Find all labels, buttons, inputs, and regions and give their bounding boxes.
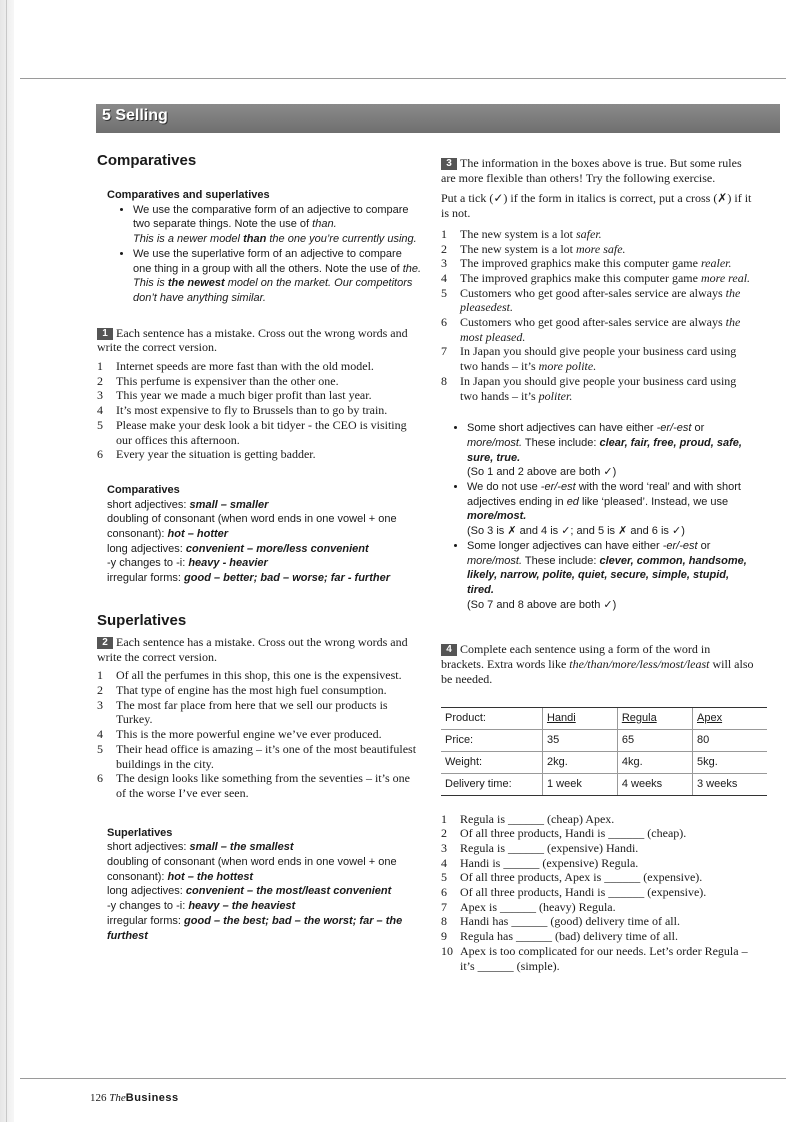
exercise-item: [97, 771, 422, 800]
item-text: It’s most expensive to fly to Brussels than to go by train.: [116, 403, 388, 418]
row-label: Price:: [441, 729, 542, 751]
exercise-instruction: Each sentence has a mistake. Cross out the wrong words and write the correct version.: [97, 634, 408, 664]
item-italic-form: the most pleased.: [460, 315, 741, 344]
item-text: Of all the perfumes in this shop, this one is the expensivest.: [116, 668, 402, 683]
item-italic-form: more polite.: [538, 359, 597, 374]
exercise-list: [441, 227, 756, 403]
item-number: 4: [97, 727, 103, 742]
item-text: Handi has ______ (good) delivery time of all.: [460, 914, 680, 929]
item-text: Of all three products, Apex is ______ (expensive).: [460, 870, 703, 885]
right-column: [441, 156, 756, 973]
item-text: Regula has ______ (bad) delivery time of all.: [460, 929, 678, 944]
table-cell: 2kg.: [542, 751, 617, 773]
table-cell: Handi: [542, 707, 617, 729]
item-number: 1: [441, 811, 447, 826]
exercise-item: [97, 683, 422, 698]
exercise-item: [97, 374, 422, 389]
row-label: Weight:: [441, 751, 542, 773]
item-text: Regula is ______ (cheap) Apex.: [460, 811, 615, 826]
exercise-item: [441, 256, 756, 271]
item-text: The improved graphics make this computer game: [460, 270, 698, 285]
row-label: Delivery time:: [441, 773, 542, 795]
item-number: 7: [441, 899, 447, 914]
item-number: 7: [441, 344, 447, 359]
left-column: [97, 152, 422, 943]
exercise-number-badge: 1: [97, 328, 113, 340]
table-cell: 35: [542, 729, 617, 751]
exercise-list: [97, 668, 422, 800]
rule-item: • Some longer adjectives can have either -er/-est or more/most. These include: clever, common, handsome, likely, narrow, polite, quiet, secure, simple, stupid, tired. (So 7 and 8 above are both ✓): [467, 539, 756, 613]
table-row: [441, 707, 767, 729]
exercise-item: [441, 826, 756, 841]
page-number: 126: [90, 1092, 107, 1104]
item-number: 4: [441, 270, 447, 285]
item-text: The new system is a lot: [460, 241, 573, 256]
item-number: 8: [441, 373, 447, 388]
rule-item: • We use the comparative form of an adjective to compare two separate things. Note the use of than. This is a newer model than the one you’re currently using.: [133, 203, 422, 247]
table-cell: 3 weeks: [693, 773, 768, 795]
exercise-number-badge: 2: [97, 637, 113, 649]
item-text: This is the more powerful engine we’ve ever produced.: [116, 727, 382, 742]
item-number: 2: [441, 826, 447, 841]
table-cell: 4 weeks: [617, 773, 692, 795]
exercise-item: [97, 418, 422, 447]
item-number: 5: [97, 741, 103, 756]
row-label: Product:: [441, 707, 542, 729]
item-number: 6: [441, 315, 447, 330]
item-number: 3: [441, 256, 447, 271]
item-number: 8: [441, 914, 447, 929]
item-text: The most far place from here that we sell our products is Turkey.: [116, 697, 388, 727]
rule-item: • Some short adjectives can have either -er/-est or more/most. These include: clear, fair, free, proud, safe, sure, true. (So 1 and 2 above are both ✓): [467, 421, 756, 480]
table-cell: 1 week: [542, 773, 617, 795]
item-text: Regula is ______ (expensive) Handi.: [460, 840, 639, 855]
item-number: 10: [441, 943, 453, 958]
exercise-item: [441, 344, 756, 373]
item-number: 4: [441, 855, 447, 870]
exercise-item: [441, 841, 756, 856]
exercise-item: [441, 929, 756, 944]
comparatives-heading: Comparatives: [97, 152, 197, 169]
table-row: [441, 751, 767, 773]
item-number: 6: [97, 447, 103, 462]
exercise-item: [441, 374, 756, 403]
item-number: 5: [441, 870, 447, 885]
item-text: Apex is ______ (heavy) Regula.: [460, 899, 616, 914]
exercise-item: [441, 914, 756, 929]
book-spine-shadow: [0, 0, 14, 1122]
table-cell: 5kg.: [693, 751, 768, 773]
exercise-item: [441, 242, 756, 257]
exercise-item: [441, 812, 756, 827]
book-title-business: Business: [125, 1092, 179, 1104]
table-row: [441, 729, 767, 751]
item-text: Of all three products, Handi is ______ (cheap).: [460, 826, 687, 841]
exercise-item: [97, 668, 422, 683]
item-number: 2: [97, 373, 103, 388]
item-text: In Japan you should give people your business card using two hands – it’s: [460, 373, 737, 403]
item-number: 2: [441, 241, 447, 256]
item-text: This year we made a much biger profit than last year.: [116, 388, 372, 403]
superlatives-heading: Superlatives: [97, 611, 187, 629]
item-text: That type of engine has the most high fuel consumption.: [116, 682, 387, 697]
exercise-3: [441, 156, 756, 403]
exercise-item: [97, 403, 422, 418]
item-text: This perfume is expensiver than the other one.: [116, 373, 339, 388]
exercise-instruction: Each sentence has a mistake. Cross out the wrong words and write the correct version.: [97, 325, 408, 355]
rule-list: [453, 421, 756, 612]
exercise-2: [97, 635, 422, 801]
exercise-item: [441, 900, 756, 915]
item-number: 1: [441, 226, 447, 241]
item-italic-form: politer.: [538, 388, 573, 403]
item-text: The design looks like something from the seventies – it’s one of the worse I’ve ever seen.: [116, 771, 410, 800]
item-number: 3: [441, 840, 447, 855]
exercise-item: [97, 742, 422, 771]
exercise-item: [441, 227, 756, 242]
item-italic-form: the pleasedest.: [460, 285, 741, 315]
item-number: 9: [441, 929, 447, 944]
item-text: Their head office is amazing – it’s one of the most beautifulest buildings in the city.: [116, 741, 417, 771]
item-number: 5: [97, 417, 103, 432]
exercise-list: [441, 812, 756, 974]
item-text: Please make your desk look a bit tidyer - the CEO is visiting our offices this afternoon.: [116, 417, 407, 447]
item-text: Customers who get good after-sales service are always: [460, 315, 723, 330]
item-number: 1: [97, 668, 103, 683]
item-text: Of all three products, Handi is ______ (expensive).: [460, 885, 707, 900]
item-italic-form: realer.: [700, 256, 732, 271]
exercise-instruction: Put a tick (✓) if the form in italics is correct, put a cross (✗) if it is not.: [441, 191, 752, 221]
item-text: In Japan you should give people your business card using two hands – it’s: [460, 344, 737, 374]
exercise-intro: The information in the boxes above is true. But some rules are more flexible than others! Try the following exercise.: [441, 156, 742, 185]
exercise-list: [97, 359, 422, 462]
exercise-item: [97, 359, 422, 374]
exercise-number-badge: 3: [441, 158, 457, 170]
table-cell: 4kg.: [617, 751, 692, 773]
page-footer: [90, 1092, 179, 1104]
rule-item: • We use the superlative form of an adjective to compare one thing in a group with all the others. Note the use of the. This is the newest model on the market. Our competitors don’t have anything similar.: [133, 247, 422, 306]
exercise-item: [441, 870, 756, 885]
item-text: Customers who get good after-sales service are always: [460, 285, 723, 300]
bottom-rule: [20, 1078, 786, 1079]
item-text: The improved graphics make this computer game: [460, 256, 698, 271]
box-title: Comparatives and superlatives: [107, 189, 270, 201]
table-row: [441, 773, 767, 795]
rule-box-superlatives: Superlatives short adjectives: small – the smallest doubling of consonant (when word ends in one vowel + one consonant): hot – the hottest long adjectives: convenient – the most/least convenient -y changes to -i: heavy – the heaviest irregular forms: good – the best; bad – the worst; far – the furthest: [107, 826, 417, 944]
item-italic-form: more safe.: [575, 241, 626, 256]
item-italic-form: more real.: [700, 270, 751, 285]
item-number: 6: [441, 885, 447, 900]
item-italic-form: safer.: [575, 226, 602, 241]
item-text: The new system is a lot: [460, 226, 573, 241]
table-cell: 65: [617, 729, 692, 751]
exercise-item: [441, 885, 756, 900]
rule-box-flexible-forms: [453, 421, 756, 612]
exercise-item: [97, 447, 422, 462]
exercise-item: [441, 286, 756, 315]
rule-item: • We do not use -er/-est with the word ‘real’ and with short adjectives ending in ed like ‘pleased’. Instead, we use more/most. (So 3 is ✗ and 4 is ✓; and 5 is ✗ and 6 is ✓): [467, 480, 756, 539]
item-text: Apex is too complicated for our needs. Let’s order Regula – it’s ______ (simple).: [460, 943, 748, 973]
table-cell: Regula: [617, 707, 692, 729]
item-number: 5: [441, 285, 447, 300]
table-cell: 80: [693, 729, 768, 751]
item-text: Handi is ______ (expensive) Regula.: [460, 855, 639, 870]
exercise-item: [97, 698, 422, 727]
box-title: Superlatives: [107, 826, 173, 839]
exercise-number-badge: 4: [441, 644, 457, 656]
item-number: 4: [97, 403, 103, 418]
item-text: Internet speeds are more fast than with the old model.: [116, 359, 374, 374]
item-number: 1: [97, 359, 103, 374]
exercise-item: [441, 271, 756, 286]
exercise-4: 4 Complete each sentence using a form of the word in brackets. Extra words like the/than/more/less/most/least will also be needed. Product: Handi Regula Apex Price: 35 65 80 Weight: 2kg. 4kg. 5kg. Delivery time: 1 week 4 weeks 3 weeks 1 Regula is ______ (cheap) Apex. 2 Of all three products, Handi is ______ (cheap). 3 Regula is ______ (expensive) Handi. 4 Handi is ______ (expensive) Regula. 5 Of all three products, Apex is ______ (expensive). 6 Of all three products, Handi is ______ (expensive). 7 Apex is ______ (heavy) Regula. 8 Handi has ______ (good) delivery time of all. 9 Regula has ______ (bad) delivery time of all. 10 Apex is too complicated for our needs. Let’s order Regula – it’s ______ (simple).: [441, 642, 756, 973]
spine-line: [6, 0, 7, 1122]
item-number: 6: [97, 771, 103, 786]
unit-banner: [96, 104, 780, 133]
exercise-item: [441, 315, 756, 344]
unit-title: 5 Selling: [102, 107, 168, 124]
rule-box-comparatives-superlatives: [107, 188, 422, 306]
box-title: Comparatives: [107, 483, 180, 496]
rule-list: [107, 203, 422, 306]
product-table: [441, 707, 767, 796]
item-number: 3: [97, 697, 103, 712]
book-title-the: The: [109, 1092, 126, 1104]
exercise-item: [441, 856, 756, 871]
exercise-item: [97, 727, 422, 742]
item-number: 2: [97, 682, 103, 697]
table-cell: Apex: [693, 707, 768, 729]
exercise-item: [97, 388, 422, 403]
exercise-item: [441, 944, 756, 973]
item-text: Every year the situation is getting badder.: [116, 447, 316, 462]
top-rule: [20, 78, 786, 79]
exercise-1: [97, 326, 422, 462]
item-number: 3: [97, 388, 103, 403]
rule-box-comparatives: Comparatives short adjectives: small – smaller doubling of consonant (when word ends in one vowel + one consonant): hot – hotter long adjectives: convenient – more/less convenient -y changes to -i: heavy - heavier irregular forms: good – better; bad – worse; far - further: [107, 483, 417, 586]
